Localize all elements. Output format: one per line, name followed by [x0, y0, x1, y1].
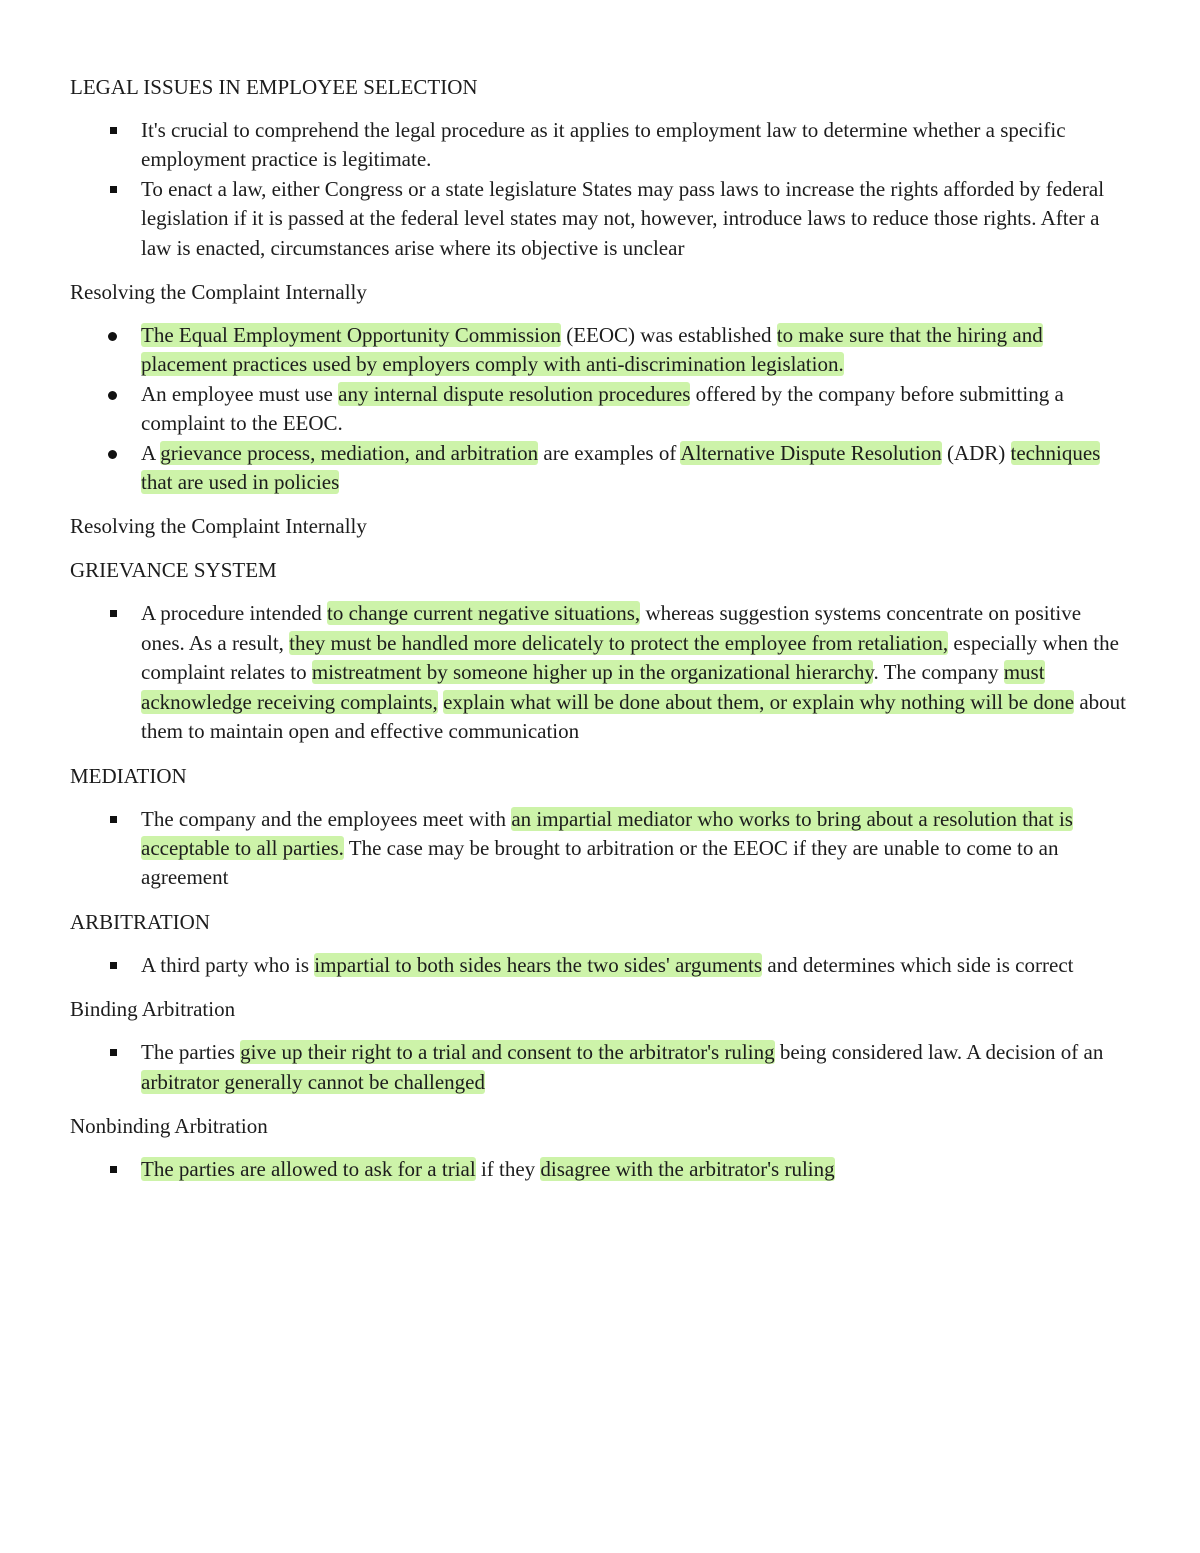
section-heading-grievance-system: GRIEVANCE SYSTEM — [70, 558, 277, 583]
list-item — [70, 321, 1130, 380]
bullet-list — [70, 116, 1130, 263]
text-run: It's crucial to comprehend the legal procedure as it applies to employment law to determine whether a specific employment practice is legitimate. — [141, 118, 1066, 172]
text-run: To enact a law, either Congress or a state legislature States may pass laws to increase the rights afforded by federal legislation if it is passed at the federal level states may not, however, introduce laws to reduce those rights. After a law is enacted, circumstances arise where its objective is unclear — [141, 176, 1105, 260]
text-run: (ADR) — [941, 440, 1011, 465]
bullet-list — [70, 599, 1130, 746]
section-heading-arbitration: ARBITRATION — [70, 909, 210, 934]
highlighted-text: Alternative Dispute Resolution — [680, 440, 942, 465]
highlighted-text: they must be handled more delicately to protect the employee from retaliation, — [289, 630, 949, 655]
text-run: An employee must use — [141, 381, 339, 406]
highlighted-text: any internal dispute resolution procedures — [338, 381, 691, 406]
text-run: being considered law. A decision of an — [774, 1040, 1104, 1065]
text-run: about them to maintain open and effective communication — [141, 689, 1127, 744]
text-run: . The company — [873, 660, 1004, 685]
highlighted-text: arbitrator generally cannot be challenged — [141, 1069, 485, 1094]
highlighted-text: techniques that are used in policies — [141, 440, 1101, 495]
text-run: if they — [475, 1156, 541, 1181]
list-item — [70, 951, 1130, 980]
text-run: especially when the complaint relates to — [141, 630, 1119, 685]
list-item — [70, 599, 1130, 746]
text-run: are examples of — [538, 440, 681, 465]
text-run: The case may be brought to arbitration or the EEOC if they are unable to come to an agreement — [141, 835, 1059, 890]
section-heading-binding-arbitration: Binding Arbitration — [70, 997, 236, 1022]
list-item — [70, 1038, 1130, 1097]
highlighted-text: an impartial mediator who works to bring about a resolution that is acceptable to all parties. — [141, 806, 1073, 860]
list-item — [70, 439, 1130, 498]
section-heading-legal-issues: LEGAL ISSUES IN EMPLOYEE SELECTION — [70, 75, 478, 99]
highlighted-text: The parties are allowed to ask for a trial — [141, 1156, 476, 1181]
highlighted-text: disagree with the arbitrator's ruling — [540, 1156, 835, 1181]
section-heading-resolving-complaint: Resolving the Complaint Internally — [70, 514, 367, 539]
highlighted-text: mistreatment by someone higher up in the organizational hierarchy — [311, 660, 874, 685]
text-run: The parties — [141, 1040, 241, 1065]
list-item — [70, 175, 1130, 263]
highlighted-text: to change current negative situations, — [327, 601, 641, 626]
section-heading-nonbinding-arbitration: Nonbinding Arbitration — [70, 1113, 268, 1138]
highlighted-text: grievance process, mediation, and arbitration — [160, 440, 539, 465]
list-item — [70, 1155, 1130, 1184]
text-run: (EEOC) was established — [560, 323, 777, 348]
section-heading-mediation: MEDIATION — [70, 763, 187, 788]
highlighted-text: give up their right to a trial and consent to the arbitrator's ruling — [240, 1040, 775, 1065]
text-run: A procedure intended — [141, 601, 328, 626]
highlighted-text: to make sure that the hiring and placement practices used by employers comply with anti-discrimination legislation. — [141, 323, 1043, 377]
bullet-list — [70, 321, 1130, 497]
list-item — [70, 805, 1130, 893]
highlighted-text: impartial to both sides hears the two sides' arguments — [314, 952, 763, 977]
text-run: and determines which side is correct — [762, 952, 1074, 977]
list-item — [70, 116, 1130, 175]
highlighted-text: must acknowledge receiving complaints, — [141, 660, 1045, 714]
bullet-list — [70, 1155, 1130, 1184]
text-run: A third party who is — [141, 952, 315, 977]
bullet-list — [70, 951, 1130, 980]
bullet-list — [70, 1038, 1130, 1097]
section-heading-resolving-complaint: Resolving the Complaint Internally — [70, 280, 367, 305]
highlighted-text: explain what will be done about them, or explain why nothing will be done — [443, 689, 1075, 714]
text-run: whereas suggestion systems concentrate on positive ones. As a result, — [141, 601, 1082, 655]
text-run: The company and the employees meet with — [141, 806, 512, 831]
bullet-list — [70, 805, 1130, 893]
highlighted-text: The Equal Employment Opportunity Commission — [141, 323, 561, 348]
list-item — [70, 380, 1130, 439]
text-run: A — [141, 440, 161, 465]
text-run: offered by the company before submitting a complaint to the EEOC. — [141, 381, 1064, 436]
